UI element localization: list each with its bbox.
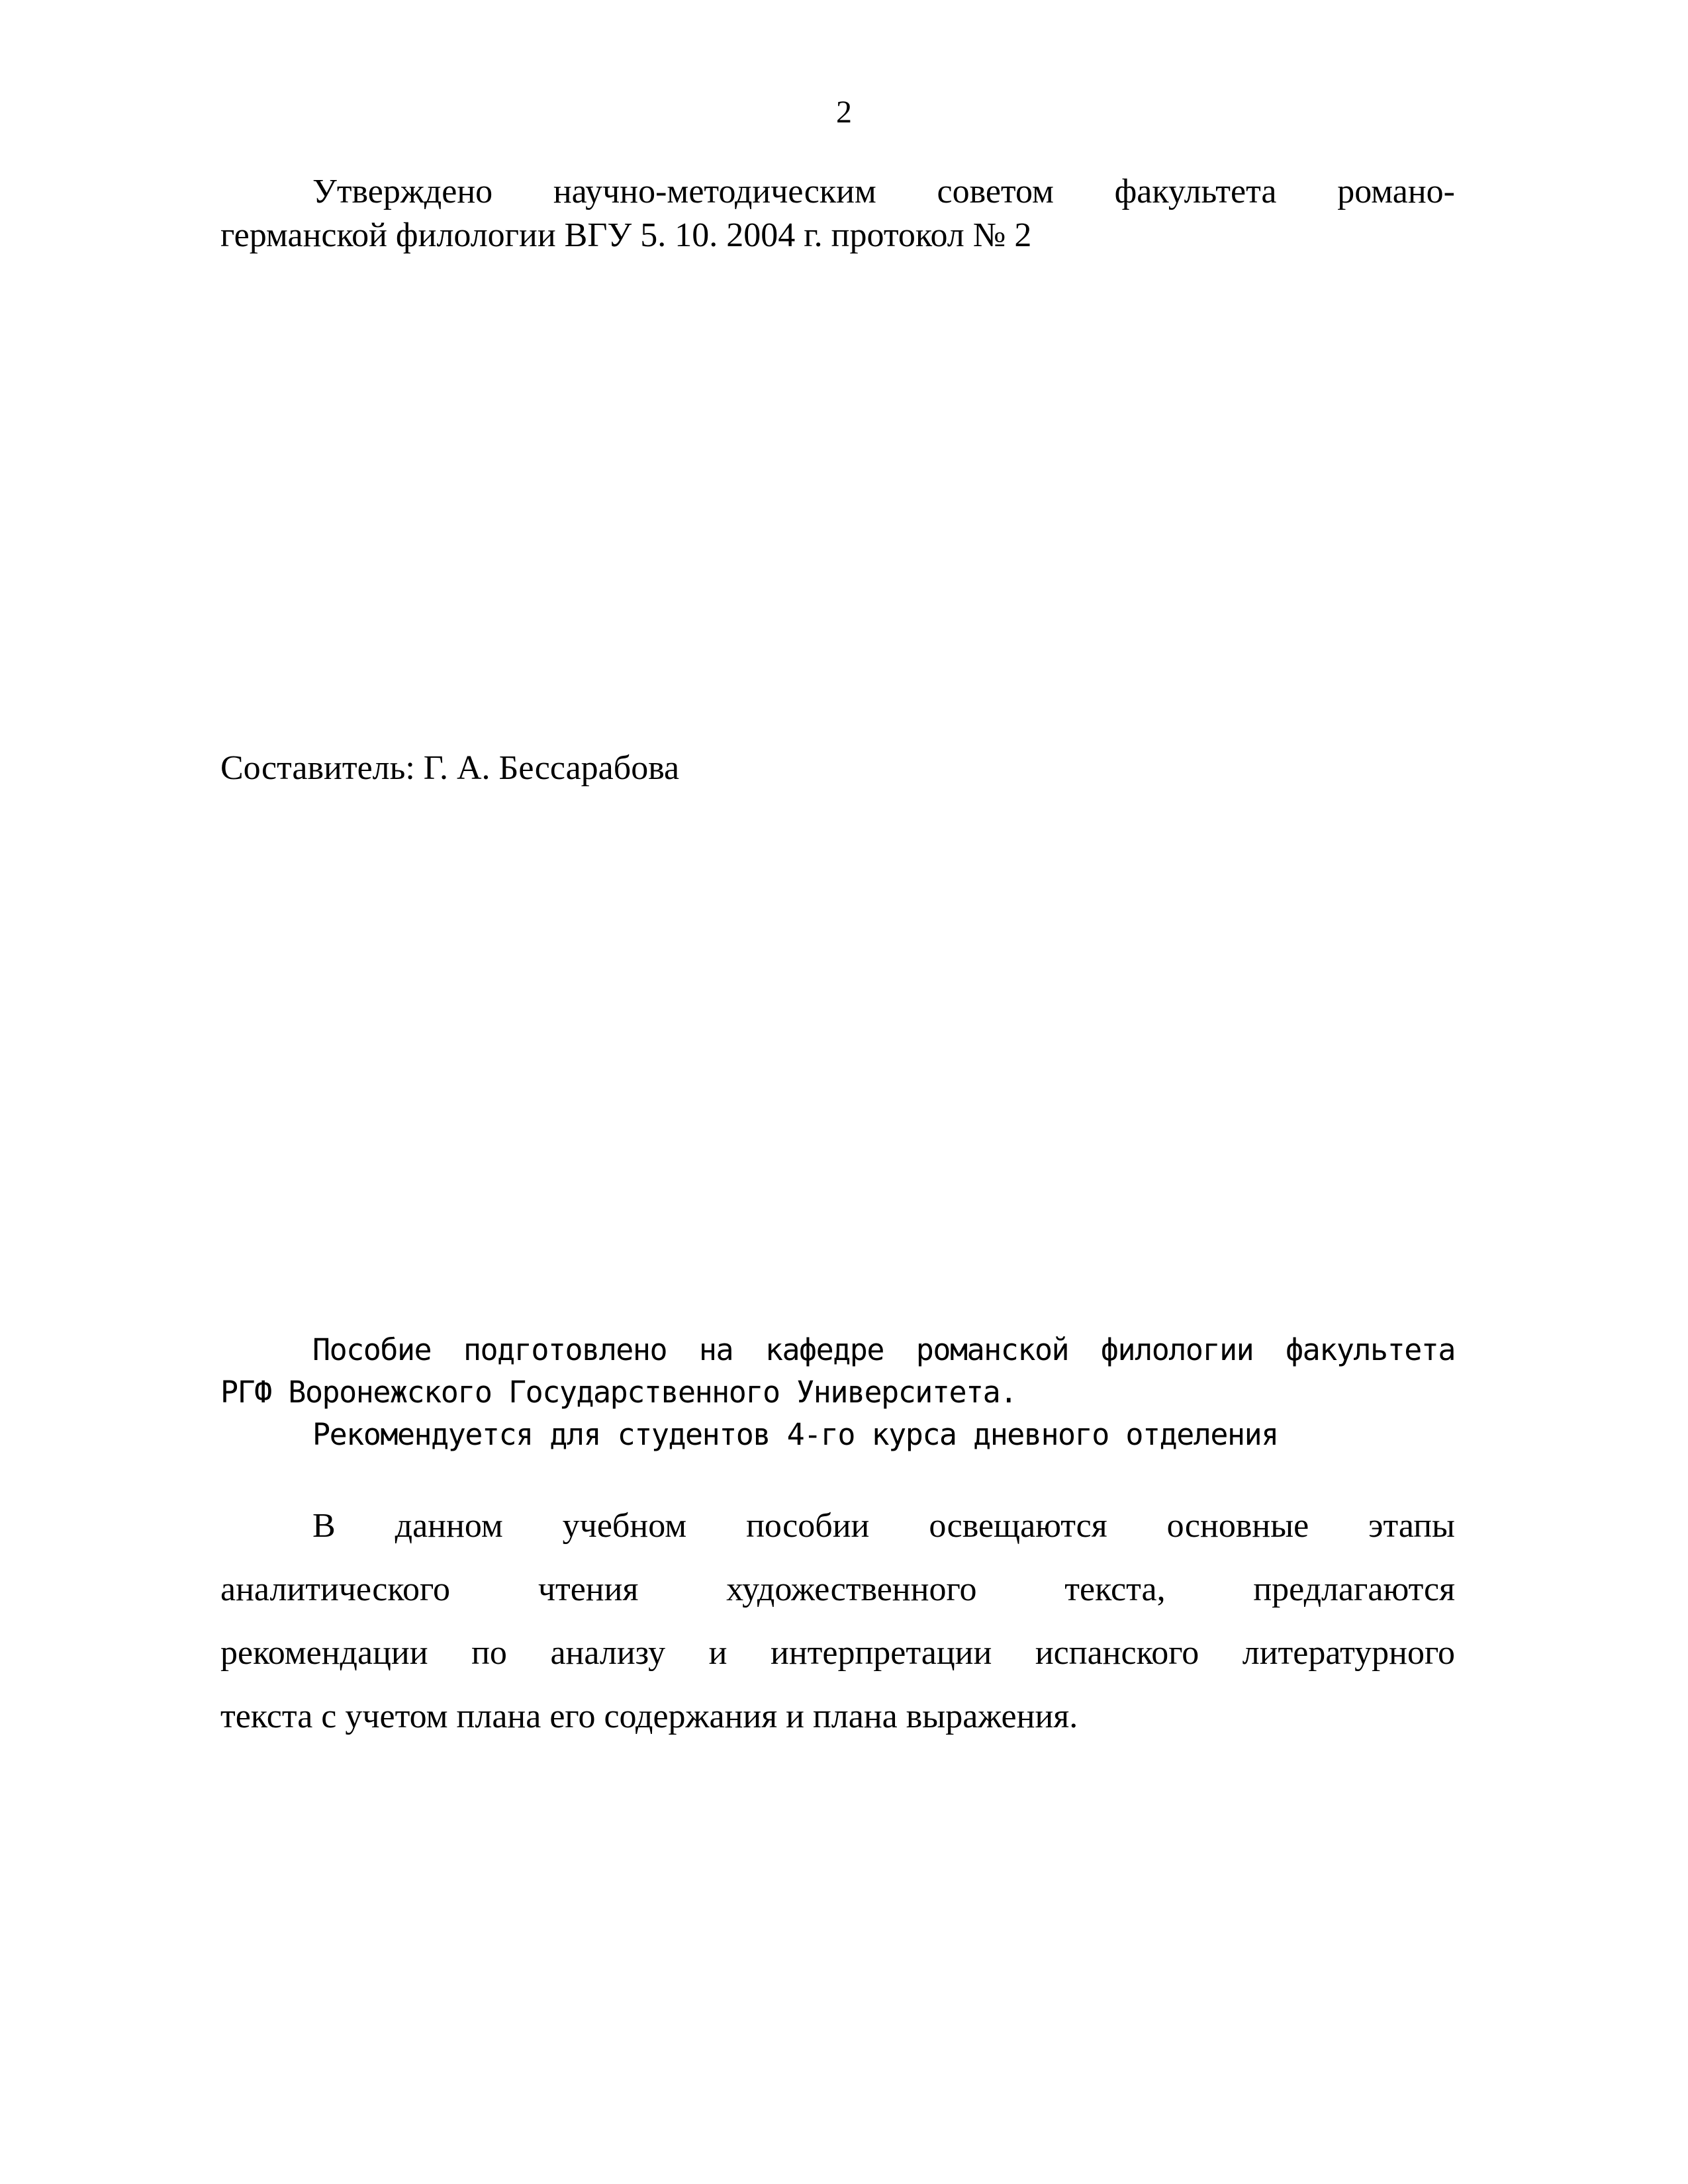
annotation-line-1: В данном учебном пособии освещаются основные этапы [312, 1507, 1455, 1545]
approval-note [220, 170, 1455, 257]
approval-line-1: Утверждено научно-методическим советом факультета романо- [312, 173, 1455, 210]
prepared-note [220, 1329, 1455, 1456]
prepared-line-3: Рекомендуется для студентов 4-го курса дневного отделения [312, 1417, 1278, 1452]
compiler-credit: Составитель: Г. А. Бессарабова [220, 749, 680, 787]
annotation-line-4: текста с учетом плана его содержания и плана выражения. [220, 1698, 1078, 1735]
prepared-line-2: РГФ Воронежского Государственного Университета. [220, 1375, 1017, 1410]
annotation-paragraph [220, 1494, 1455, 1749]
annotation-line-3: рекомендации по анализу и интерпретации испанского литературного [220, 1634, 1455, 1672]
prepared-line-1: Пособие подготовлено на кафедре романской филологии факультета [312, 1332, 1455, 1367]
approval-line-2: германской филологии ВГУ 5. 10. 2004 г. протокол № 2 [220, 216, 1032, 254]
page-number: 2 [836, 95, 852, 130]
annotation-line-2: аналитического чтения художественного текста, предлагаются [220, 1570, 1455, 1608]
